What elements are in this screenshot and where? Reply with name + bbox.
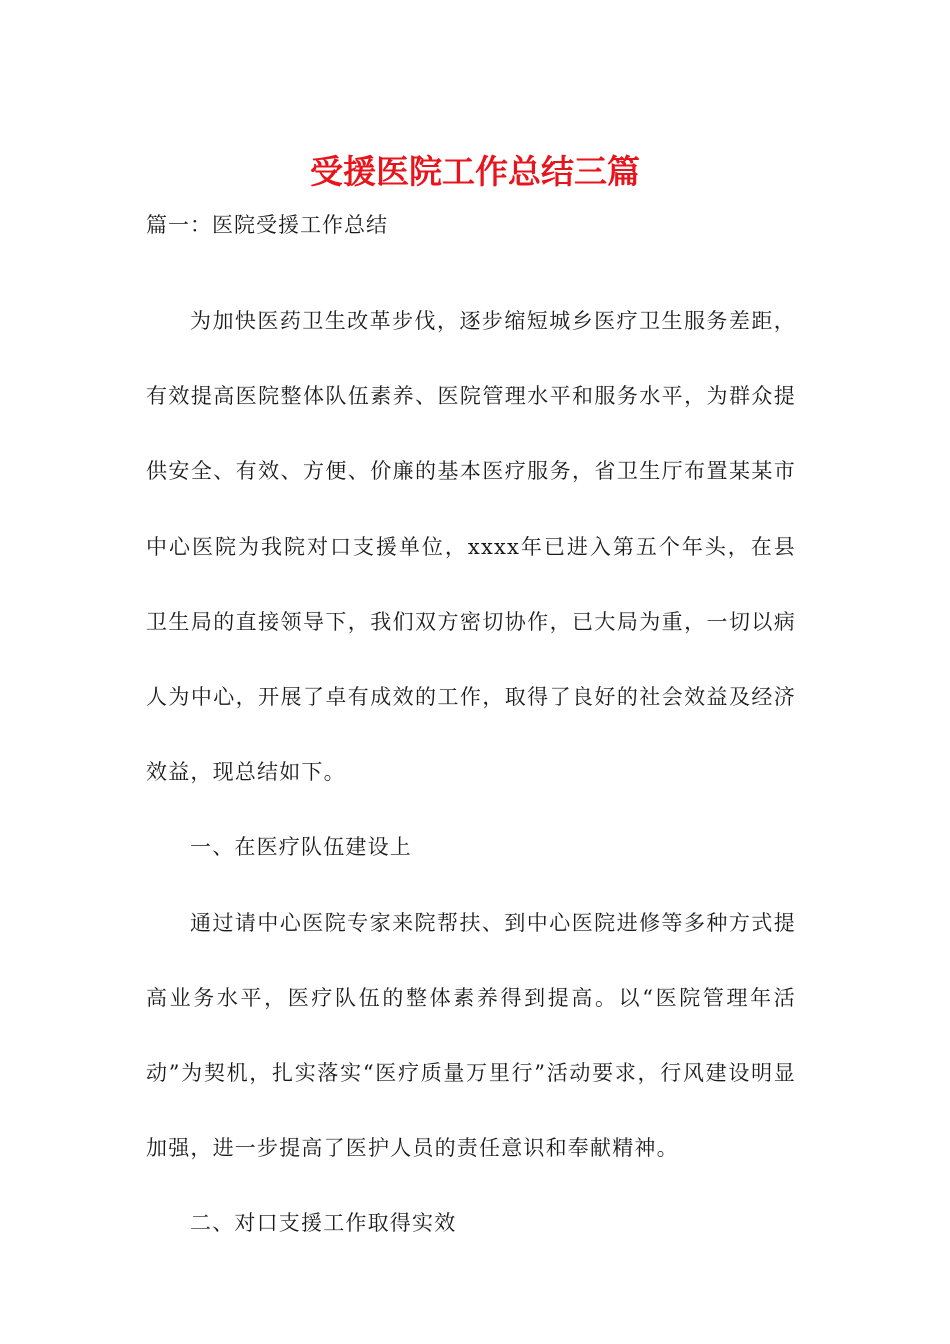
section-heading-1: 一、在医疗队伍建设上 (190, 835, 412, 860)
section-subtitle: 篇一：医院受援工作总结 (146, 213, 388, 237)
document-title: 受援医院工作总结三篇 (310, 152, 640, 191)
section-heading-2: 二、对口支援工作取得实效 (190, 1211, 457, 1236)
document-body (146, 284, 796, 1262)
section-paragraph-1: 通过请中心医院专家来院帮扶、到中心医院进修等多种方式提高业务水平，医疗队伍的整体素养得到提高。以“医院管理年活动”为契机，扎实落实“医疗质量万里行”活动要求，行风建设明显加强，进一步提高了医护人员的责任意识和奉献精神。 (146, 910, 796, 1161)
intro-paragraph: 为加快医药卫生改革步伐，逐步缩短城乡医疗卫生服务差距，有效提高医院整体队伍素养、医院管理水平和服务水平，为群众提供安全、有效、方便、价廉的基本医疗服务，省卫生厅布置某某市中心医院为我院对口支援单位，xxxx年已进入第五个年头，在县卫生局的直接领导下，我们双方密切协作，已大局为重，一切以病人为中心，开展了卓有成效的工作，取得了良好的社会效益及经济效益，现总结如下。 (146, 309, 796, 785)
